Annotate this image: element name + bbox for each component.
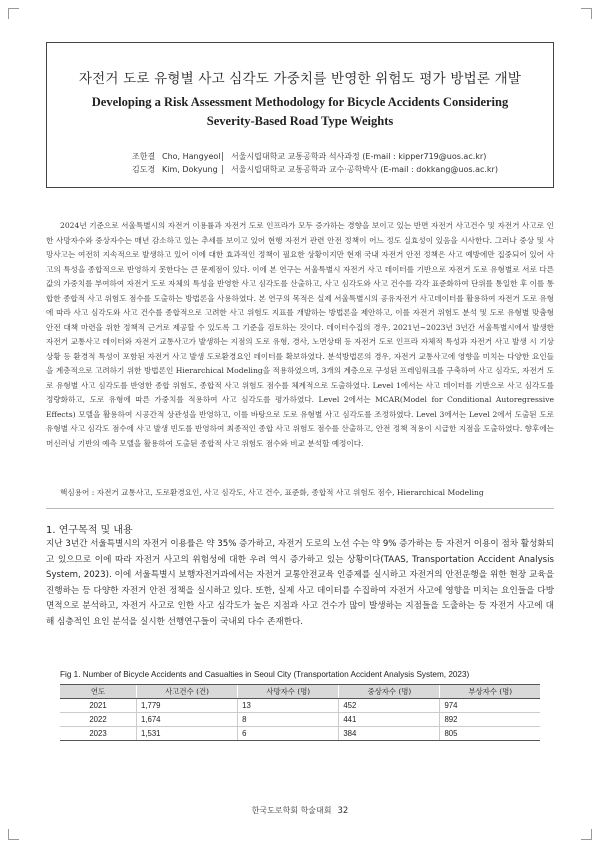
table-cell: 1,779 <box>137 699 238 713</box>
author-list <box>132 150 498 176</box>
conference-name: 한국도로학회 학술대회 <box>251 806 332 815</box>
table-cell: 384 <box>339 727 440 741</box>
author-name-en: Kim, Dokyung <box>162 165 218 174</box>
keywords-line: 핵심용어 : 자전거 교통사고, 도로환경요인, 사고 심각도, 사고 건수, 표준화, 종합적 사고 위험도 점수, Hierarchical Modeling <box>60 488 484 497</box>
column-header: 연도 <box>60 685 137 699</box>
crop-mark-top-left <box>8 8 19 19</box>
table-cell: 6 <box>238 727 339 741</box>
table-row <box>60 727 540 741</box>
table-cell: 974 <box>440 699 540 713</box>
table-row <box>60 699 540 713</box>
figure-caption: Fig 1. Number of Bicycle Accidents and Casualties in Seoul City (Transportation Accident Analysis System, 2023) <box>60 670 470 679</box>
crop-mark-bottom-right <box>581 829 592 840</box>
table-cell: 2023 <box>60 727 137 741</box>
table-cell: 8 <box>238 713 339 727</box>
korean-title: 자전거 도로 유형별 사고 심각도 가중치를 반영한 위험도 평가 방법론 개발 <box>78 71 522 87</box>
table-row <box>60 713 540 727</box>
author-row <box>132 150 498 163</box>
author-row <box>132 163 498 176</box>
page-footer <box>0 805 600 816</box>
author-name-en: Cho, Hangyeol <box>162 152 221 161</box>
column-header: 중상자수 (명) <box>339 685 440 699</box>
author-affiliation: 서울시립대학교 교통공학과 석사과정 (E-mail : kipper719@uos.ac.kr) <box>231 152 487 161</box>
table-cell: 1,674 <box>137 713 238 727</box>
author-separator <box>222 152 223 161</box>
crop-mark-bottom-left <box>8 829 19 840</box>
column-header: 부상자수 (명) <box>440 685 540 699</box>
english-title <box>47 93 553 131</box>
table-cell: 441 <box>339 713 440 727</box>
section-heading: 1. 연구목적 및 내용 <box>46 525 133 536</box>
section-divider <box>46 508 554 509</box>
section-body: 지난 3년간 서울특별시의 자전거 이용률은 약 35% 증가하고, 자전거 도로의 노선 수는 약 9% 증가하는 등 자전거 이용이 점차 활성화되고 있으므로 이에 따라 자전거 사고의 위험성에 대한 우려 역시 증가하고 있는 상황이다(TAAS, Transportation Accident Analysis System, 2023). 이에 서울특별시 보행자전거과에서는 자전거 교통안전교육 인증제를 실시하고 자전거의 안전운행을 위한 현장 교육을 진행하는 등 다양한 자전거 안전 정책을 실시하고 있다. 또한, 실제 사고 데이터를 수집하여 자전거 사고에 영향을 미치는 요인들을 다방면적으로 분석하고, 자전거 사고로 인한 사고 심각도가 높은 지점과 사고 건수가 많이 발생하는 지점들을 도출하는 등 자전거 사고에 대해 심층적인 요인 분석을 실시한 선행연구들이 국내외 다수 존재한다. <box>46 539 554 627</box>
table-cell: 452 <box>339 699 440 713</box>
crop-mark-top-right <box>581 8 592 19</box>
table-cell: 892 <box>440 713 540 727</box>
english-title-line2: Severity-Based Road Type Weights <box>206 114 394 128</box>
table-cell: 2022 <box>60 713 137 727</box>
column-header: 사망자수 (명) <box>238 685 339 699</box>
author-name-kr: 김도경 <box>132 165 156 174</box>
author-affiliation: 서울시립대학교 교통공학과 교수·공학박사 (E-mail : dokkang@uos.ac.kr) <box>231 165 498 174</box>
table-cell: 1,531 <box>137 727 238 741</box>
table-header-row <box>60 685 540 699</box>
author-name-kr: 조한결 <box>132 152 156 161</box>
abstract-paragraph: 2024년 기준으로 서울특별시의 자전거 이용률과 자전거 도로 인프라가 모두 증가하는 경향을 보이고 있는 반면 자전거 사고건수 및 자전거 사고로 인한 사망자수와 중상자수는 매년 감소하고 있는 추세를 보이고 있어 현행 자전거 관련 안전 정책이 어느 정도 실효성이 있음을 시사한다. 그러나 중상 및 사망사고는 여전히 지속적으로 발생하고 있어 이에 대한 효과적인 정책이 필요한 상황이지만 현재 국내 자전거 안전 정책은 사고 예방에만 집중되어 있어 사고의 특성을 종합적으로 반영하지 못한다는 큰 문제점이 있다. 이에 본 연구는 서울특별시 자전거 사고 데이터를 기반으로 자전거 도로 유형별로 서로 다른 값의 가중치를 부여하여 자전거 도로 자체의 특성을 반영한 사고 심각도를 산출하고, 사고 심각도와 사고 건수를 각각 표준화하여 단위를 통일한 후 이를 통합한 종합적 사고 위험도 점수를 도출하는 방법론을 사용하였다. 본 연구의 목적은 실제 서울특별시의 공유자전거 사고데이터를 활용하여 자전거 도로 유형에 따라 사고 심각도와 사고 건수를 종합적으로 고려한 사고 위험도 지표를 개발하는 방법론을 제안하고, 이를 자전거 위험도 분석 및 도로 유형별 맞춤형 안전 대책 마련을 위한 정책적 근거로 제공할 수 있도록 그 기준을 검토하는 것이다. 데이터수집의 경우, 2021년~2023년 3년간 서울특별시에서 발생한 자전거 교통사고 데이터와 자전거 교통사고가 발생하는 지점의 도로 유형, 경사, 노면상태 등 자전거 도로 인프라 자체적 특성과 자전거 사고 발생 시 기상상황 등 환경적 특성이 포함된 자전거 사고 발생 도로환경요인 데이터를 확보하였다. 분석방법론의 경우, 자전거 교통사고에 영향을 미치는 다양한 요인들을 계층적으로 고려하기 위한 방법론인 Hierarchical Modeling을 적용하였으며, 3개의 계층으로 구성된 프레임워크를 구축하여 사고 심각도, 자전거 도로 유형별 사고 심각도를 반영한 종합 위험도, 종합적 사고 위험도 점수를 체계적으로 도출하였다. Level 1에서는 사고 데이터를 기반으로 사고 심각도를 정량화하고, 도로 유형에 따른 가중치를 적용하여 사고 심각도를 평가하였다. Level 2에서는 MCAR(Model for Conditional Autoregressive Effects) 모델을 활용하여 시공간적 상관성을 반영하고, 이를 바탕으로 도로 유형별 사고 심각도를 조정하였다. Level 3에서는 Level 2에서 도출된 도로 유형별 사고 심각도 점수에 사고 발생 빈도를 반영하여 최종적인 종합 사고 위험도 점수를 산출하고, 안전 정책 적용이 시급한 지점을 도출하였다. 향후에는 머신러닝 기반의 예측 모델을 활용하여 도출된 종합적 사고 위험도 점수와 비교 분석할 예정이다. <box>46 221 554 448</box>
table-cell: 2021 <box>60 699 137 713</box>
page-number: 32 <box>337 806 349 816</box>
table-cell: 13 <box>238 699 339 713</box>
english-title-line1: Developing a Risk Assessment Methodology for Bicycle Accidents Considering <box>91 95 509 109</box>
column-header: 사고건수 (건) <box>137 685 238 699</box>
casualty-table <box>60 684 540 741</box>
author-separator <box>222 165 223 174</box>
table-cell: 805 <box>440 727 540 741</box>
